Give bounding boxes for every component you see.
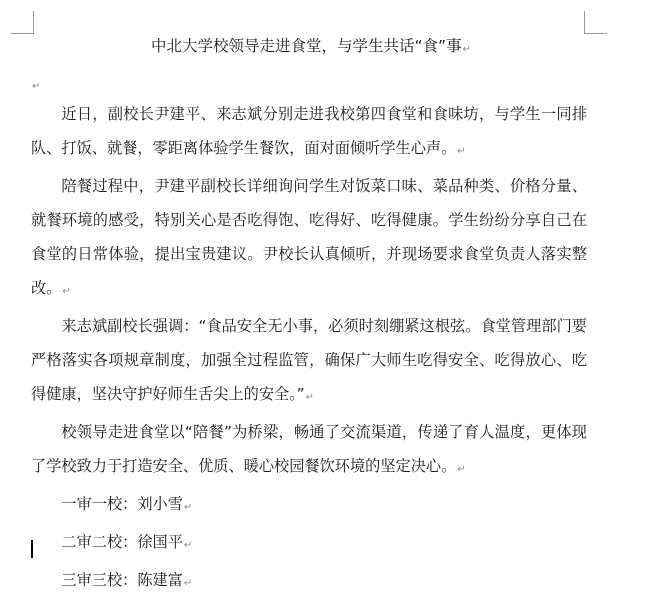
paragraph-text: 陪餐过程中，尹建平副校长详细询问学生对饭菜口味、菜品种类、价格分量、就餐环境的感受，特别关心是否吃得饱、吃得好、吃得健康。学生纷纷分享自己在食堂的日常体验，提出宝贵建议。尹校长认真倾听，并现场要求食堂负责人落实整改。	[31, 177, 587, 297]
paragraph-mark-icon: ↵	[305, 392, 315, 403]
paragraph-reviewer-2[interactable]	[31, 525, 587, 563]
document-title: 中北大学校领导走进食堂，与学生共话“食”事	[151, 37, 462, 55]
document-body[interactable]	[31, 97, 587, 601]
paragraph-mark-icon: ↵	[32, 81, 41, 92]
paragraph-mark-icon: ↵	[183, 578, 193, 589]
crop-mark-top-right	[584, 11, 607, 34]
crop-mark-top-left	[11, 11, 34, 34]
empty-paragraph[interactable]	[31, 73, 40, 93]
paragraph-mark-icon: ↵	[462, 44, 471, 55]
paragraph-text: 校领导走进食堂以“陪餐”为桥梁，畅通了交流渠道，传递了育人温度，更体现了学校致力于打造安全、优质、暖心校园餐饮环境的坚定决心。	[31, 423, 587, 475]
document-title-line[interactable]	[0, 36, 622, 60]
reviewer-credit: 一审一校：刘小雪	[61, 495, 183, 513]
paragraph-intro[interactable]	[31, 97, 587, 169]
paragraph-mark-icon: ↵	[183, 540, 193, 551]
paragraph-mark-icon: ↵	[457, 146, 466, 157]
paragraph-reviewer-1[interactable]	[31, 487, 587, 525]
paragraph-food-safety[interactable]	[31, 309, 587, 415]
paragraph-mark-icon: ↵	[62, 286, 71, 297]
paragraph-text: 来志斌副校长强调：“食品安全无小事，必须时刻绷紧这根弦。食堂管理部门要严格落实各项规章制度，加强全过程监管，确保广大师生吃得安全、吃得放心、吃得健康，坚决守护好师生舌尖上的安全。”	[31, 317, 587, 403]
text-cursor	[31, 540, 33, 558]
reviewer-credit: 三审三校：陈建富	[61, 571, 183, 589]
paragraph-mark-icon: ↵	[457, 464, 466, 475]
paragraph-conclusion[interactable]	[31, 415, 587, 487]
paragraph-text: 近日，副校长尹建平、来志斌分别走进我校第四食堂和食味坊，与学生一同排队、打饭、就餐，零距离体验学生餐饮，面对面倾听学生心声。	[31, 105, 587, 157]
paragraph-mark-icon: ↵	[183, 502, 193, 513]
reviewer-credit: 二审二校：徐国平	[61, 533, 183, 551]
paragraph-dining[interactable]	[31, 169, 587, 309]
paragraph-reviewer-3[interactable]	[31, 563, 587, 601]
